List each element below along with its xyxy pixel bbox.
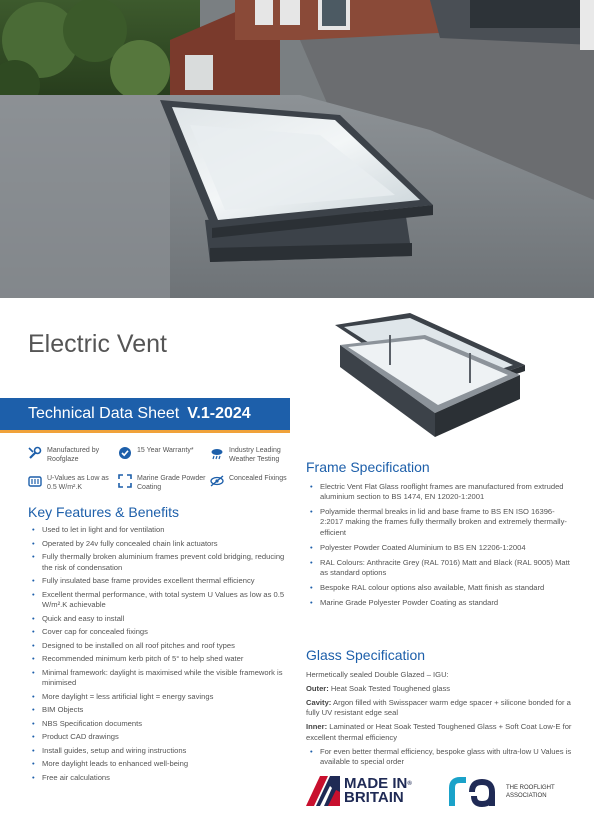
list-item: • RAL Colours: Anthracite Grey (RAL 7016) Matt and Black (RAL 9005) Matt as standard options xyxy=(310,558,572,579)
list-item: • Quick and easy to install xyxy=(32,614,292,625)
wrench-icon xyxy=(28,446,42,460)
list-item: • NBS Specification documents xyxy=(32,719,292,730)
list-item: • Operated by 24v fully concealed chain link actuators xyxy=(32,539,292,550)
list-item: • Designed to be installed on all roof pitches and roof types xyxy=(32,641,292,652)
list-item: • Electric Vent Flat Glass rooflight frames are manufactured from extruded aluminium section to BS 1474, EN 12020-1:2001 xyxy=(310,482,572,503)
frame-spec-heading: Frame Specification xyxy=(306,459,430,475)
ra-text xyxy=(506,784,555,800)
list-item: • Install guides, setup and wiring instructions xyxy=(32,746,292,757)
frame-spec-list xyxy=(310,482,572,613)
glass-outer xyxy=(306,684,572,694)
feature-label: Marine Grade Powder Coating xyxy=(137,475,206,491)
glass-cavity-label: Cavity: xyxy=(306,698,332,707)
rooflight-association-logo xyxy=(448,776,555,808)
feature-label: 15 Year Warranty* xyxy=(137,447,194,454)
list-item: • Used to let in light and for ventilation xyxy=(32,525,292,536)
list-item: • Polyamide thermal breaks in lid and base frame to BS EN ISO 16396-2:2017 making the frames fully thermally broken and extremely thermally-efficient xyxy=(310,507,572,538)
feature-label: U-Values as Low as 0.5 W/m².K xyxy=(47,475,109,491)
union-flag-icon xyxy=(306,776,340,806)
list-item: • Recommended minimum kerb pitch of 5° to help shed water xyxy=(32,654,292,665)
banner-title: Technical Data Sheet xyxy=(28,405,180,422)
list-item: • Product CAD drawings xyxy=(32,732,292,743)
feature-uvalue xyxy=(28,474,118,492)
ra-line2: ASSOCIATION xyxy=(506,793,547,799)
feature-manufactured xyxy=(28,446,118,464)
feature-label: Manufactured by Roofglaze xyxy=(47,447,100,463)
feature-label: Concealed Fixings xyxy=(229,475,287,482)
datasheet-banner xyxy=(0,398,290,433)
ra-line1: THE ROOFLIGHT xyxy=(506,785,555,791)
made-in-britain-text xyxy=(344,777,412,805)
made-in-britain-logo xyxy=(306,776,412,806)
feature-warranty xyxy=(118,446,210,464)
list-item: • For even better thermal efficiency, bespoke glass with ultra-low U Values is available to special order xyxy=(306,747,572,768)
glass-cavity-text: Argon filled with Swisspacer warm edge spacer + silicone bonded for a fully UV resistant edge seal xyxy=(306,698,571,718)
list-item: • Cover cap for concealed fixings xyxy=(32,627,292,638)
glass-outer-text: Heat Soak Tested Toughened glass xyxy=(328,684,451,693)
registered-mark: ® xyxy=(407,781,412,787)
heat-icon xyxy=(28,474,42,488)
list-item: • More daylight = less artificial light = energy savings xyxy=(32,692,292,703)
ra-logo-icon xyxy=(448,776,498,808)
frame-corner-icon xyxy=(118,474,132,488)
glass-inner xyxy=(306,722,572,743)
list-item: • Excellent thermal performance, with total system U Values as low as 0.5 W/m².K achievable xyxy=(32,590,292,611)
list-item: • Marine Grade Polyester Powder Coating as standard xyxy=(310,598,572,608)
key-features-heading: Key Features & Benefits xyxy=(28,504,179,520)
glass-intro: Hermetically sealed Double Glazed – IGU: xyxy=(306,670,449,679)
glass-spec-body xyxy=(306,670,572,768)
list-item: • Fully thermally broken aluminium frames prevent cold bridging, reducing the risk of condensation xyxy=(32,552,292,573)
glass-cavity xyxy=(306,698,572,719)
glass-spec-heading: Glass Specification xyxy=(306,647,426,663)
britain-line: BRITAIN xyxy=(344,789,404,806)
list-item: • Polyester Powder Coated Aluminium to BS EN 12206-1:2004 xyxy=(310,543,572,553)
made-in-line: MADE IN xyxy=(344,775,408,792)
list-item: • Free air calculations xyxy=(32,773,292,784)
list-item: • BIM Objects xyxy=(32,705,292,716)
badge-check-icon xyxy=(118,446,132,460)
banner-version: V.1-2024 xyxy=(187,405,251,422)
glass-bullets xyxy=(306,747,572,768)
glass-inner-label: Inner: xyxy=(306,722,328,732)
hidden-eye-icon xyxy=(210,474,224,488)
feature-fixings xyxy=(210,474,300,492)
glass-inner-text: Laminated or Heat Soak Tested Toughened Glass + Soft Coat Low-E for excellent thermal efficiency xyxy=(306,722,572,742)
cloud-rain-icon xyxy=(210,446,224,460)
product-image xyxy=(330,305,530,450)
hero-photo xyxy=(0,0,594,298)
feature-label: Industry Leading Weather Testing xyxy=(229,447,281,463)
feature-weather xyxy=(210,446,300,464)
list-item: • More daylight leads to enhanced well-being xyxy=(32,759,292,770)
key-features-list xyxy=(32,525,292,786)
list-item: • Fully insulated base frame provides excellent thermal efficiency xyxy=(32,576,292,587)
list-item: • Minimal framework: daylight is maximised while the visible framework is minimised xyxy=(32,668,292,689)
feature-coating xyxy=(118,474,210,492)
glass-outer-label: Outer: xyxy=(306,684,329,693)
feature-icons xyxy=(28,446,298,492)
list-item: • Bespoke RAL colour options also available, Matt finish as standard xyxy=(310,583,572,593)
document-title: Electric Vent xyxy=(28,330,167,358)
